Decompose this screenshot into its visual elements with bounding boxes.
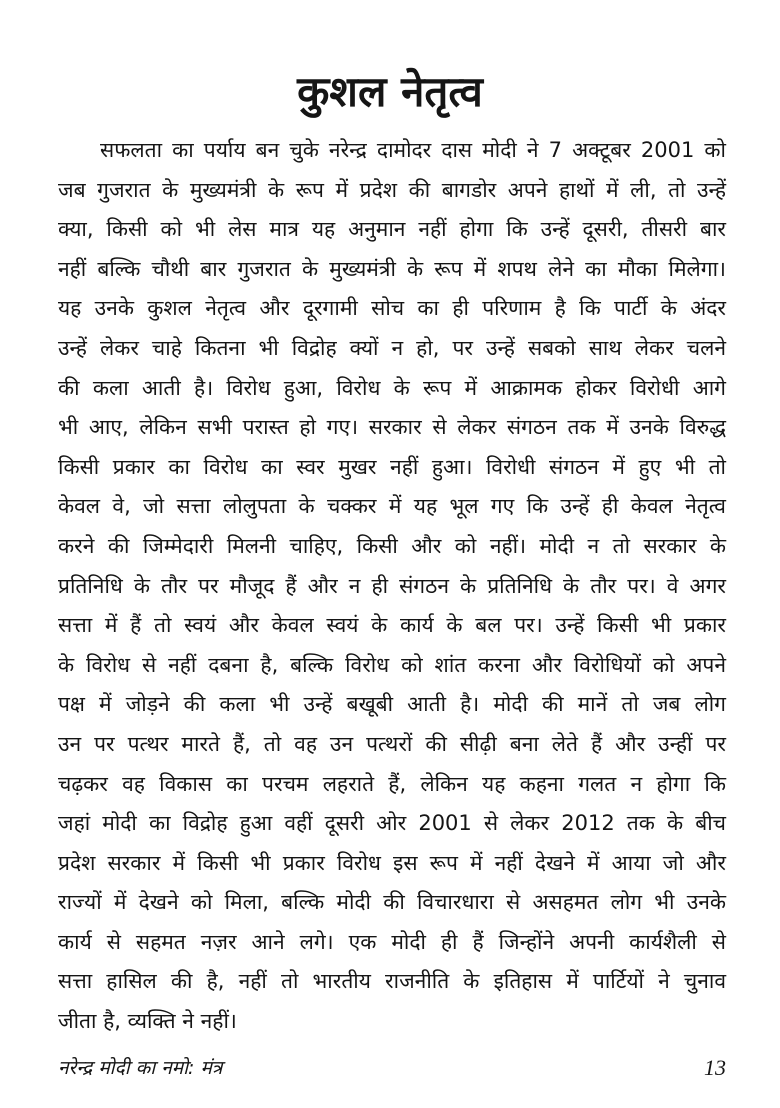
text-line: चढ़कर वह विकास का परचम लहराते हैं, लेकिन यह कहना गलत न होगा कि	[58, 771, 726, 796]
text-line: सत्ता हासिल की है, नहीं तो भारतीय राजनीति के इतिहास में पार्टियों ने चुनाव	[58, 969, 726, 994]
page-footer	[58, 1052, 726, 1084]
text-line: क्या, किसी को भी लेस मात्र यह अनुमान नहीं होगा कि उन्हें दूसरी, तीसरी बार	[58, 217, 726, 242]
page-number: 13	[704, 1055, 726, 1080]
text-line: भी आए, लेकिन सभी परास्त हो गए। सरकार से लेकर संगठन तक में उनके विरुद्ध	[58, 415, 726, 440]
text-line: यह उनके कुशल नेतृत्व और दूरगामी सोच का ही परिणाम है कि पार्टी के अंदर	[58, 296, 726, 321]
text-line: उन्हें लेकर चाहे कितना भी विद्रोह क्यों न हो, पर उन्हें सबको साथ लेकर चलने	[58, 335, 726, 360]
text-line: सफलता का पर्याय बन चुके नरेन्द्र दामोदर दास मोदी ने 7 अक्टूबर 2001 को	[100, 138, 726, 162]
text-line: पक्ष में जोड़ने की कला भी उन्हें बखूबी आती है। मोदी की मानें तो जब लोग	[58, 692, 726, 717]
text-line: जीता है, व्यक्ति ने नहीं।	[58, 1009, 237, 1034]
text-line: राज्यों में देखने को मिला, बल्कि मोदी की विचारधारा से असहमत लोग भी उनके	[58, 890, 726, 915]
text-line: की कला आती है। विरोध हुआ, विरोध के रूप में आक्रामक होकर विरोधी आगे	[58, 375, 726, 400]
text-line: नहीं बल्कि चौथी बार गुजरात के मुख्यमंत्री के रूप में शपथ लेने का मौका मिलेगा।	[58, 256, 726, 281]
text-line: कार्य से सहमत नज़र आने लगे। एक मोदी ही हैं जिन्होंने अपनी कार्यशैली से	[58, 929, 726, 954]
text-line: के विरोध से नहीं दबना है, बल्कि विरोध को शांत करना और विरोधियों को अपने	[58, 652, 726, 677]
text-line: केवल वे, जो सत्ता लोलुपता के चक्कर में यह भूल गए कि उन्हें ही केवल नेतृत्व	[58, 494, 726, 519]
text-line: प्रतिनिधि के तौर पर मौजूद हैं और न ही संगठन के प्रतिनिधि के तौर पर। वे अगर	[58, 573, 726, 598]
text-line: सत्ता में हैं तो स्वयं और केवल स्वयं के कार्य के बल पर। उन्हें किसी भी प्रकार	[58, 613, 726, 638]
text-line: प्रदेश सरकार में किसी भी प्रकार विरोध इस रूप में नहीं देखने में आया जो और	[58, 850, 726, 875]
text-line: जब गुजरात के मुख्यमंत्री के रूप में प्रदेश की बागडोर अपने हाथों में ली, तो उन्हें	[58, 177, 726, 202]
text-line: करने की जिम्मेदारी मिलनी चाहिए, किसी और को नहीं। मोदी न तो सरकार के	[58, 533, 726, 558]
text-line: जहां मोदी का विद्रोह हुआ वहीं दूसरी ओर 2001 से लेकर 2012 तक के बीच	[58, 811, 726, 836]
chapter-body	[58, 131, 726, 1042]
running-book-title: नरेन्द्र मोदी का नमो: मंत्र	[58, 1057, 223, 1079]
text-line: किसी प्रकार का विरोध का स्वर मुखर नहीं हुआ। विरोधी संगठन में हुए भी तो	[58, 454, 726, 479]
text-line: उन पर पत्थर मारते हैं, तो वह उन पत्थरों की सीढ़ी बना लेते हैं और उन्हीं पर	[58, 731, 726, 756]
chapter-title: कुशल नेतृत्व	[297, 67, 483, 117]
